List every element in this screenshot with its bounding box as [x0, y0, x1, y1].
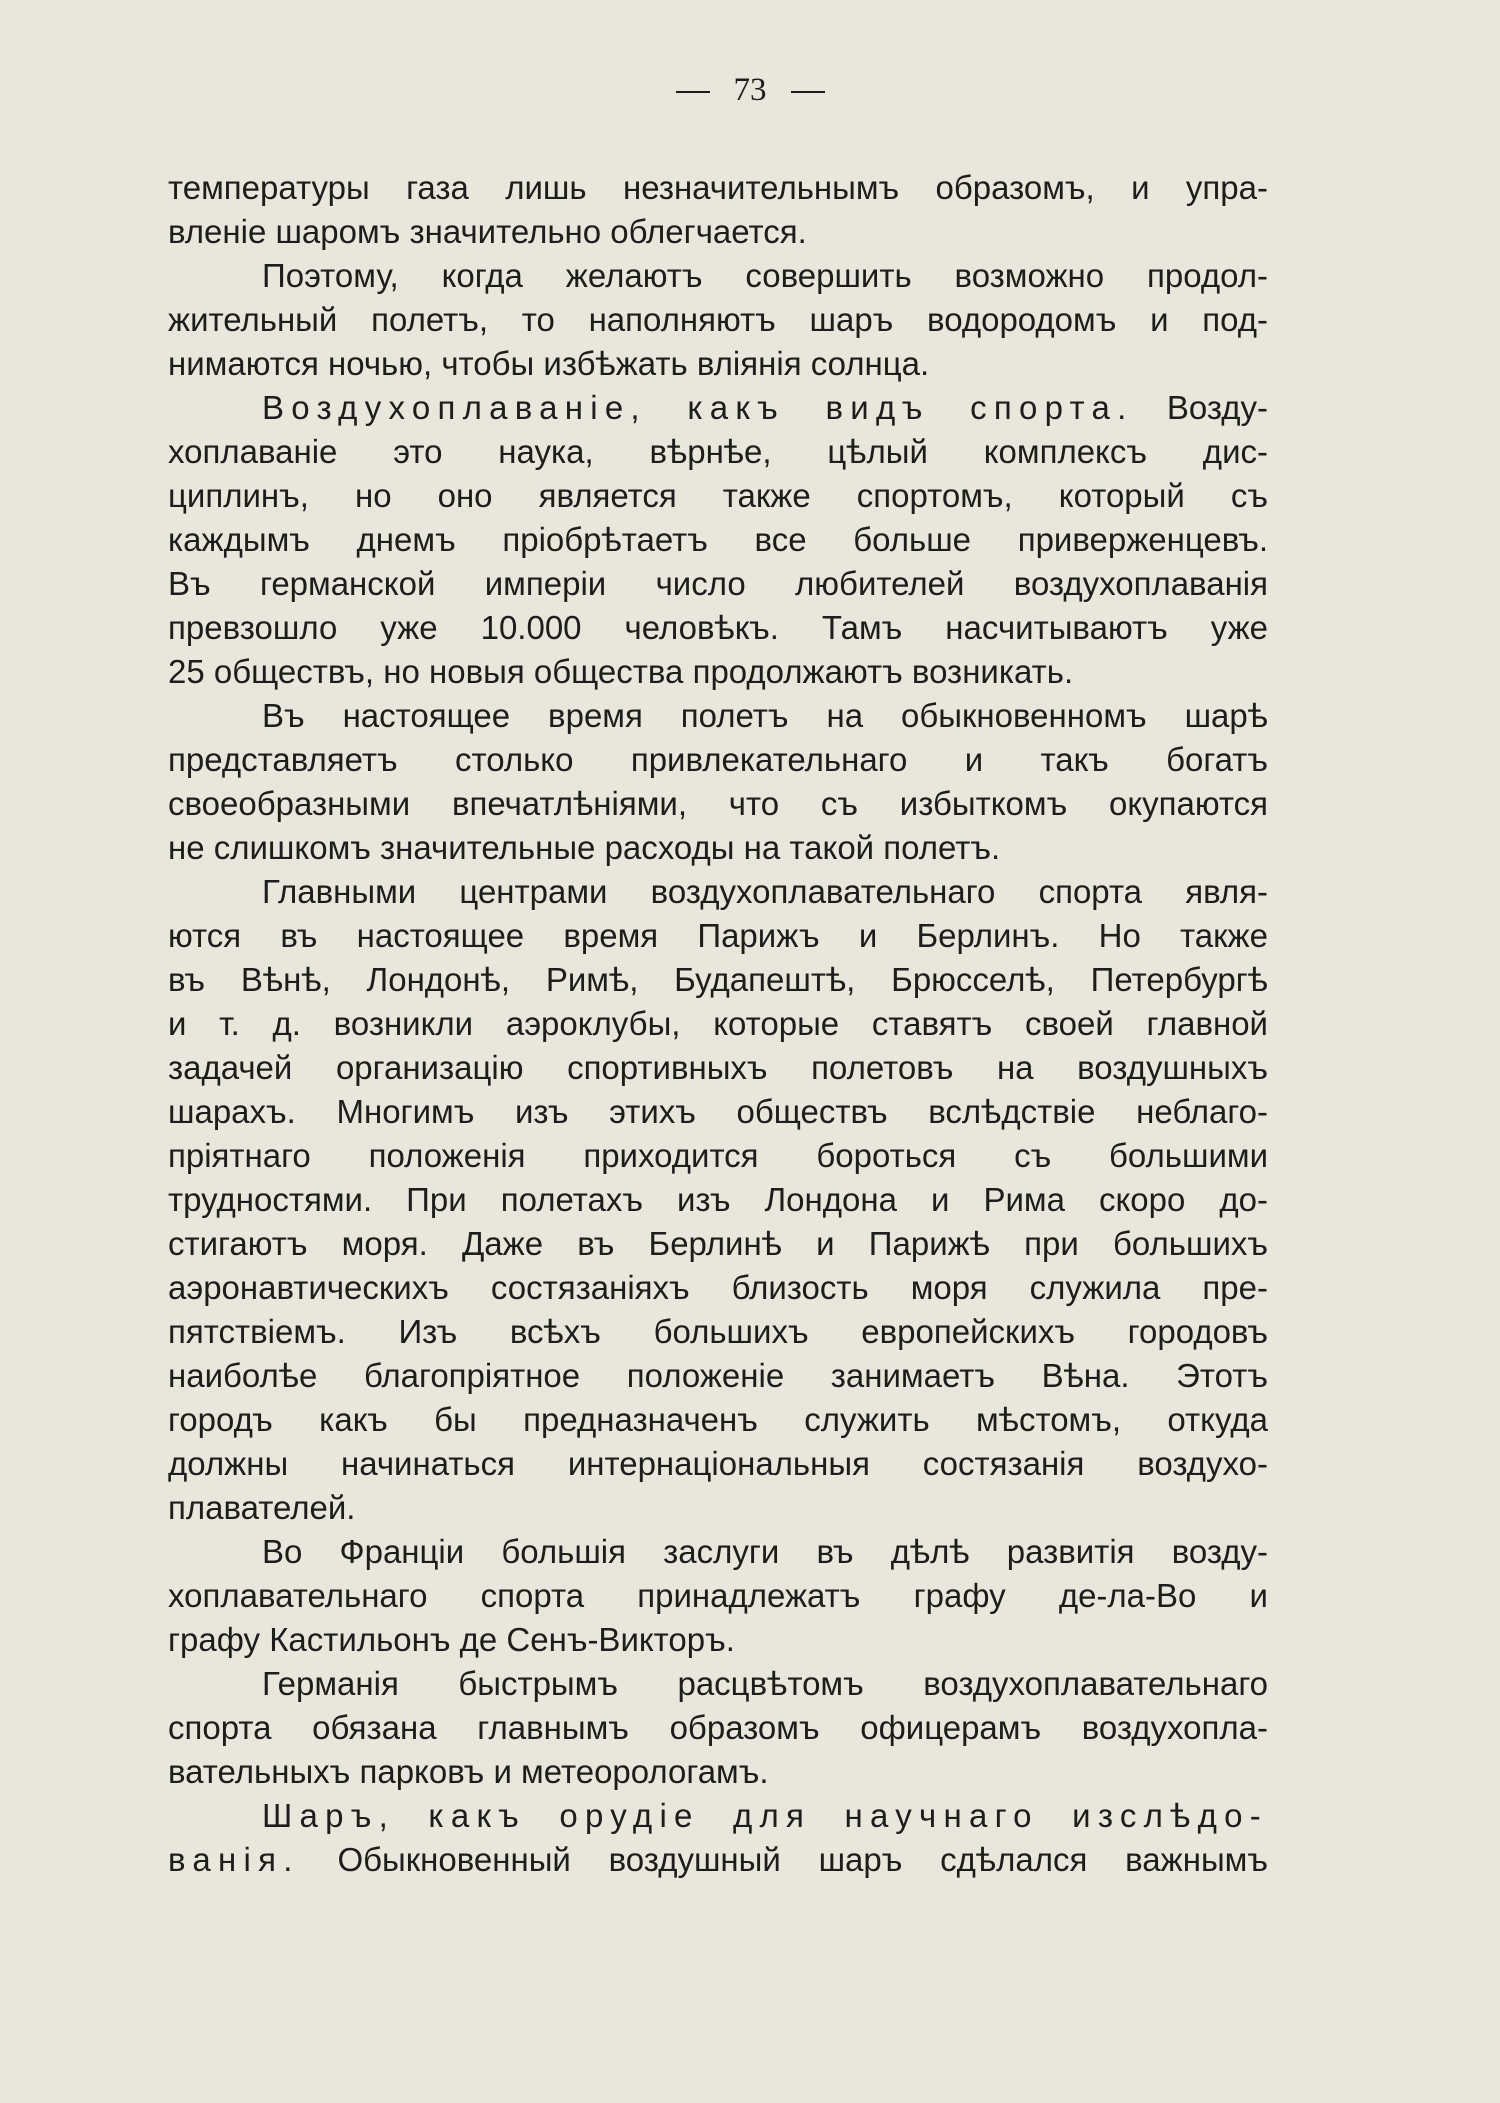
- line-text: 25 обществъ, но новыя общества продолжаютъ возникать.: [168, 653, 1074, 690]
- line-text: каждымъ днемъ пріобрѣтаетъ все больше приверженцевъ.: [168, 521, 1268, 558]
- text-line: [168, 1706, 1268, 1750]
- line-text: городъ какъ бы предназначенъ служить мѣстомъ, откуда: [168, 1401, 1268, 1438]
- line-text: стигаютъ моря. Даже въ Берлинѣ и Парижѣ при большихъ: [168, 1225, 1268, 1262]
- body-text: [168, 166, 1268, 1882]
- line-text: пятствіемъ. Изъ всѣхъ большихъ европейскихъ городовъ: [168, 1313, 1268, 1350]
- text-line: [168, 342, 1268, 386]
- line-text: въ Вѣнѣ, Лондонѣ, Римѣ, Будапештѣ, Брюсселѣ, Петербургѣ: [168, 961, 1268, 998]
- text-line: [168, 430, 1268, 474]
- line-text: ются въ настоящее время Парижъ и Берлинъ. Но также: [168, 917, 1268, 954]
- line-text: вательныхъ парковъ и метеорологамъ.: [168, 1753, 769, 1790]
- text-line: [168, 386, 1268, 430]
- text-line: [168, 870, 1268, 914]
- spaced-heading: ванія.: [168, 1841, 300, 1878]
- text-line: [168, 298, 1268, 342]
- text-line: [168, 650, 1268, 694]
- spaced-heading: Шаръ, какъ орудіе для научнаго изслѣдо-: [262, 1797, 1268, 1834]
- line-text: циплинъ, но оно является также спортомъ, который съ: [168, 477, 1268, 514]
- line-text: пріятнаго положенія приходится бороться съ большими: [168, 1137, 1268, 1174]
- text-line: [168, 1090, 1268, 1134]
- line-text: Германія быстрымъ расцвѣтомъ воздухоплавательнаго: [262, 1665, 1268, 1702]
- text-line: [168, 1222, 1268, 1266]
- line-text: аэронавтическихъ состязаніяхъ близость моря служила пре-: [168, 1269, 1268, 1306]
- text-line: [168, 562, 1268, 606]
- text-line: [168, 518, 1268, 562]
- right-dash: [791, 91, 825, 93]
- text-line: [168, 1486, 1268, 1530]
- line-text: шарахъ. Многимъ изъ этихъ обществъ вслѣдствіе неблаго-: [168, 1093, 1268, 1130]
- line-text: Главными центрами воздухоплавательнаго спорта явля-: [262, 873, 1268, 910]
- text-line: [168, 1838, 1268, 1882]
- text-line: [168, 254, 1268, 298]
- text-line: [168, 738, 1268, 782]
- line-text: плавателей.: [168, 1489, 356, 1526]
- page-number: 73: [733, 72, 767, 108]
- text-line: [168, 1310, 1268, 1354]
- line-text: Поэтому, когда желаютъ совершить возможно продол-: [262, 257, 1268, 294]
- text-line: [168, 1574, 1268, 1618]
- text-line: [168, 782, 1268, 826]
- line-text: температуры газа лишь незначительнымъ образомъ, и упра-: [168, 169, 1268, 206]
- text-line: [168, 606, 1268, 650]
- text-line: [168, 694, 1268, 738]
- line-text: Въ настоящее время полетъ на обыкновенномъ шарѣ: [262, 697, 1268, 734]
- text-line: [168, 1002, 1268, 1046]
- line-text: Въ германской имперіи число любителей воздухоплаванія: [168, 565, 1268, 602]
- text-line: [168, 1442, 1268, 1486]
- text-line: [168, 1046, 1268, 1090]
- text-line: [168, 1662, 1268, 1706]
- text-line: [168, 1354, 1268, 1398]
- line-text: Во Франціи большія заслуги въ дѣлѣ развитія возду-: [262, 1533, 1268, 1570]
- line-text: Возду-: [1133, 389, 1268, 426]
- text-line: [168, 1266, 1268, 1310]
- text-line: [168, 1398, 1268, 1442]
- line-text: вленіе шаромъ значительно облегчается.: [168, 213, 807, 250]
- left-dash: [676, 91, 710, 93]
- line-text: Обыкновенный воздушный шаръ сдѣлался важнымъ: [299, 1841, 1268, 1878]
- text-line: [168, 1794, 1268, 1838]
- line-text: и т. д. возникли аэроклубы, которые ставятъ своей главной: [168, 1005, 1268, 1042]
- text-line: [168, 166, 1268, 210]
- text-line: [168, 1178, 1268, 1222]
- text-line: [168, 826, 1268, 870]
- line-text: нимаются ночью, чтобы избѣжать вліянія солнца.: [168, 345, 930, 382]
- text-line: [168, 914, 1268, 958]
- line-text: превзошло уже 10.000 человѣкъ. Тамъ насчитываютъ уже: [168, 609, 1268, 646]
- line-text: представляетъ столько привлекательнаго и такъ богатъ: [168, 741, 1268, 778]
- text-line: [168, 1530, 1268, 1574]
- text-line: [168, 474, 1268, 518]
- line-text: хоплавательнаго спорта принадлежатъ графу де-ла-Во и: [168, 1577, 1268, 1614]
- line-text: графу Кастильонъ де Сенъ-Викторъ.: [168, 1621, 735, 1658]
- text-line: [168, 210, 1268, 254]
- line-text: задачей организацію спортивныхъ полетовъ на воздушныхъ: [168, 1049, 1268, 1086]
- line-text: хоплаваніе это наука, вѣрнѣе, цѣлый комплексъ дис-: [168, 433, 1268, 470]
- line-text: жительный полетъ, то наполняютъ шаръ водородомъ и под-: [168, 301, 1268, 338]
- text-line: [168, 1750, 1268, 1794]
- line-text: должны начинаться интернаціональныя состязанія воздухо-: [168, 1445, 1268, 1482]
- line-text: спорта обязана главнымъ образомъ офицерамъ воздухопла-: [168, 1709, 1268, 1746]
- line-text: своеобразными впечатлѣніями, что съ избыткомъ окупаются: [168, 785, 1268, 822]
- page-number-header: [0, 74, 1500, 107]
- text-line: [168, 1618, 1268, 1662]
- spaced-heading: Воздухоплаваніе, какъ видъ спорта.: [262, 389, 1134, 426]
- line-text: не слишкомъ значительные расходы на такой полетъ.: [168, 829, 1001, 866]
- text-line: [168, 958, 1268, 1002]
- line-text: трудностями. При полетахъ изъ Лондона и Рима скоро до-: [168, 1181, 1268, 1218]
- text-line: [168, 1134, 1268, 1178]
- line-text: наиболѣе благопріятное положеніе занимаетъ Вѣна. Этотъ: [168, 1357, 1268, 1394]
